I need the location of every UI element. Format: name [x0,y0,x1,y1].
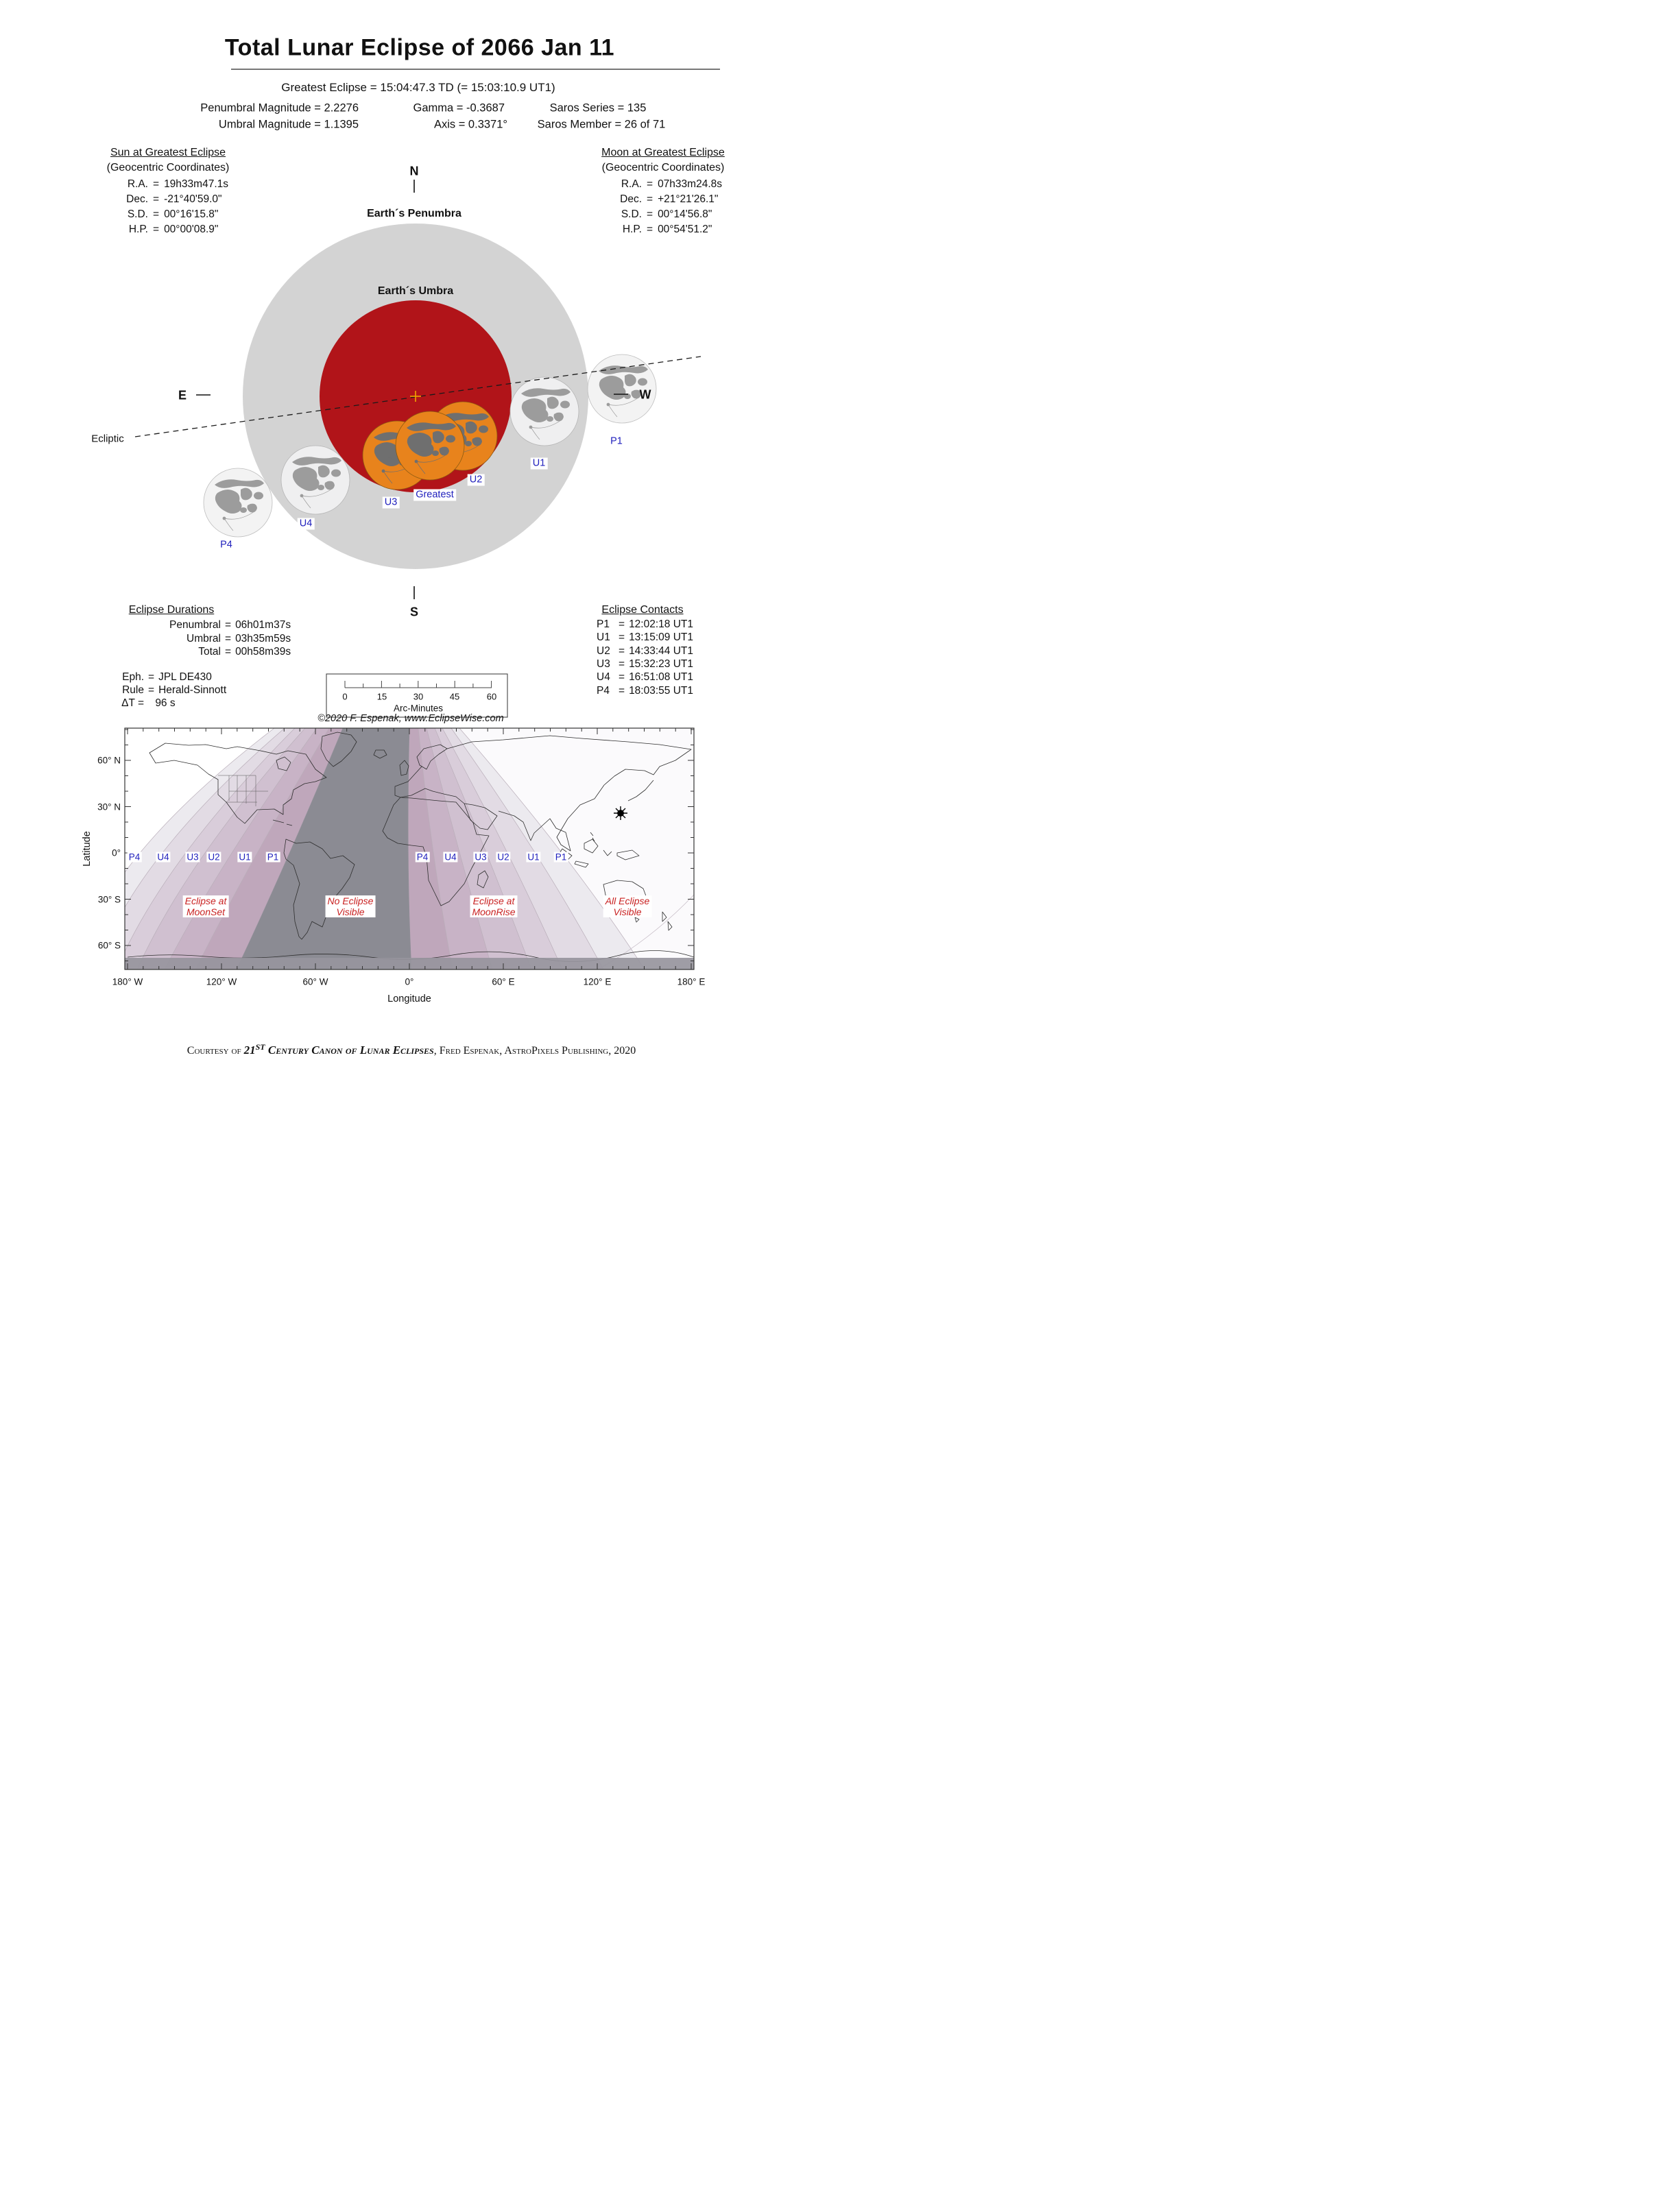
sun-hp-value: 00°00'08.9" [164,224,219,235]
map-contact-east-p4: P4 [416,852,429,863]
scale-tick-15: 15 [376,691,387,702]
duration-umbral: Umbral = 03h35m59s [187,633,291,644]
sun-position-icon [614,806,627,820]
map-contact-west-u4: U4 [157,852,169,863]
duration-penumbral: Penumbral = 06h01m37s [169,619,291,631]
penumbral-magnitude: Penumbral Magnitude = 2.2276 [200,101,359,114]
footer-credit: Courtesy of 21st Century Canon of Lunar Eclipses, Fred Espenak, AstroPixels Publishing, 2020 [187,1039,636,1057]
map-contact-east-u1: U1 [527,852,540,863]
greatest-eclipse-line: Greatest Eclipse = 15:04:47.3 TD (= 15:03:10.9 UT1) [281,81,555,94]
moon-greatest-icon [396,411,464,480]
contact-time-u3: U3 = 15:32:23 UT1 [597,658,693,670]
scale-tick-45: 45 [449,691,460,702]
map-contact-west-p4: P4 [128,852,141,863]
lon-label-180e: 180° E [677,976,706,987]
lat-label-30s: 30° S [97,894,121,905]
moon-block-heading: Moon at Greatest Eclipse [601,147,725,158]
contact-time-p1: P1 = 12:02:18 UT1 [597,618,693,630]
compass-south: S [409,605,419,619]
zone-moonset-label: Eclipse at MoonSet [183,895,229,917]
scale-tick-0: 0 [342,691,348,702]
sun-sd-row: S.D. = 00°16'15.8" [127,208,219,220]
umbral-magnitude: Umbral Magnitude = 1.1395 [218,118,359,131]
compass-north: N [409,164,419,178]
gamma-value: Gamma = -0.3687 [413,101,505,114]
map-contact-west-u3: U3 [187,852,199,863]
durations-heading: Eclipse Durations [128,604,215,616]
moon-ra-value: 07h33m24.8s [658,178,722,190]
ecliptic-label: Ecliptic [91,433,124,445]
saros-series: Saros Series = 135 [549,101,647,114]
title-rule [231,69,720,70]
map-contact-west-p1: P1 [267,852,279,863]
compass-west: W [639,387,651,402]
contact-time-u4: U4 = 16:51:08 UT1 [597,671,693,683]
zone-all-visible-label: All Eclipse Visible [603,895,652,917]
copyright-line: ©2020 F. Espenak, www.EclipseWise.com [317,713,504,724]
compass-east: E [178,388,187,402]
sun-sd-value: 00°16'15.8" [164,208,219,220]
axis-value: Axis = 0.3371° [433,118,507,131]
sun-hp-row: H.P. = 00°00'08.9" [128,224,219,235]
ephemeris-row: Eph. = JPL DE430 [122,671,212,683]
longitude-axis-label: Longitude [387,993,431,1004]
contact-label-u3: U3 [383,497,400,509]
lon-label-120w: 120° W [206,976,237,987]
map-contact-east-u2: U2 [497,852,509,863]
sun-dec-row: Dec. = -21°40'59.0" [126,193,222,205]
contact-label-p1: P1 [608,436,625,448]
contact-label-u1: U1 [531,458,548,470]
lat-label-60s: 60° S [97,940,121,951]
duration-total: Total = 00h58m39s [198,646,291,658]
moon-block-subheading: (Geocentric Coordinates) [601,162,725,173]
contacts-heading: Eclipse Contacts [601,604,684,616]
contact-time-u1: U1 = 13:15:09 UT1 [597,631,693,643]
page-title: Total Lunar Eclipse of 2066 Jan 11 [224,34,615,61]
rule-row: Rule = Herald-Sinnott [122,684,227,696]
sun-block-heading: Sun at Greatest Eclipse [110,147,226,158]
sun-block-subheading: (Geocentric Coordinates) [106,162,230,173]
penumbra-label: Earth´s Penumbra [367,208,461,219]
lon-label-120e: 120° E [583,976,612,987]
scale-tick-30: 30 [413,691,424,702]
map-contact-east-p1: P1 [555,852,567,863]
moon-hp-value: 00°54'51.2" [658,224,712,235]
lon-label-180w: 180° W [112,976,143,987]
moon-hp-row: H.P. = 00°54'51.2" [622,224,712,235]
saros-member: Saros Member = 26 of 71 [537,118,666,131]
map-contact-west-u1: U1 [239,852,251,863]
sun-ra-row: R.A. = 19h33m47.1s [127,178,228,190]
moon-ra-row: R.A. = 07h33m24.8s [621,178,722,190]
map-contact-west-u2: U2 [208,852,220,863]
contact-time-p4: P4 = 18:03:55 UT1 [597,685,693,697]
zone-no-eclipse-label: No Eclipse Visible [326,895,376,917]
moon-p4-icon [204,468,272,537]
moon-u4-icon [281,446,350,514]
lat-label-60n: 60° N [97,755,121,766]
contact-label-p4: P4 [218,540,235,551]
moon-u1-icon [510,377,579,446]
lon-label-60w: 60° W [302,976,328,987]
zone-moonrise-label: Eclipse at MoonRise [470,895,517,917]
scale-tick-60: 60 [486,691,497,702]
umbra-label: Earth´s Umbra [377,285,454,297]
lon-label-60e: 60° E [492,976,515,987]
sun-ra-value: 19h33m47.1s [164,178,228,190]
map-contact-east-u3: U3 [475,852,487,863]
contact-time-u2: U2 = 14:33:44 UT1 [597,645,693,657]
eclipse-sheet [0,0,840,1097]
lon-label-0: 0° [405,976,414,987]
map-contact-east-u4: U4 [444,852,457,863]
lat-label-0: 0° [112,847,121,858]
moon-dec-value: +21°21'26.1" [658,193,719,205]
moon-dec-row: Dec. = +21°21'26.1" [620,193,719,205]
moon-sd-row: S.D. = 00°14'56.8" [621,208,712,220]
scale-unit-label: Arc-Minutes [393,703,444,714]
lat-label-30n: 30° N [97,801,121,812]
moon-sd-value: 00°14'56.8" [658,208,712,220]
contact-label-u4: U4 [298,518,315,530]
visibility-map [77,728,694,969]
contact-label-u2: U2 [468,474,485,486]
sun-dec-value: -21°40'59.0" [164,193,222,205]
latitude-axis-label: Latitude [82,831,93,867]
contact-label-greatest: Greatest [413,490,456,501]
delta-t-row: ΔT = 96 s [121,697,176,709]
